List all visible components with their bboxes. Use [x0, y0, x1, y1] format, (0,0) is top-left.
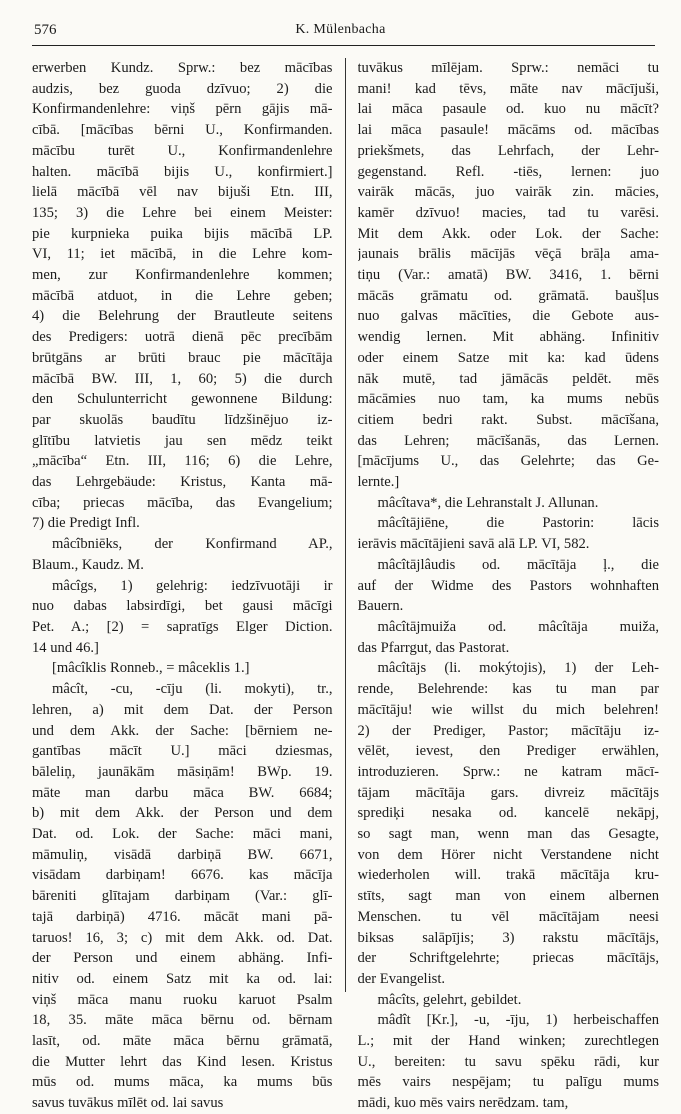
text-line: ierāvis mācītājieni savā alā LP. VI, 582.: [357, 536, 590, 553]
text-line: b) mit dem Akk. der Person und dem: [32, 805, 333, 822]
header-rule: [32, 45, 655, 46]
right-column: [346, 58, 660, 1112]
text-line: mâcîtājlâudis od. mācītāja ļ., die: [377, 556, 659, 573]
text-line: mācībā BW. III, 1, 60; 5) die durch: [32, 370, 333, 387]
text-line: Blaum., Kaudz. M.: [32, 556, 144, 573]
text-line: mâcît, -cu, -cīju (li. mokyti), tr.,: [52, 681, 333, 698]
text-line: tuvākus mīlējam. Sprw.: nemāci tu: [357, 60, 659, 76]
text-line: glītību latvietis jau sen mēdz teikt: [32, 432, 333, 449]
page-header: [26, 0, 655, 44]
text-line: Menschen. tu vēl mācītājam neesi: [357, 908, 659, 925]
text-line: mūs od. mums māca, ka mums būs: [32, 1074, 333, 1091]
text-line: nuo galvas mācīties, die Gebote aus-: [357, 308, 659, 325]
text-line: nāk mutē, tad jāmācās peldēt. mēs: [357, 370, 659, 387]
text-line: Mit dem Akk. oder Lok. der Sache:: [357, 225, 659, 242]
text-line: mâcîtājiēne, die Pastorin: lācis: [377, 515, 659, 532]
text-line: cībā. [mācības bērni U., Konfirmanden.: [32, 122, 333, 139]
text-line: viņš māca manu ruoku karuot Psalm: [32, 991, 333, 1008]
text-line: tājam mācītāja gars. divreiz mācītājs: [357, 784, 659, 801]
text-line: lai māca pasaule od. kuo nu mācīt?: [357, 101, 659, 118]
text-line: das Lehren; mācīšanās, das Lernen.: [357, 432, 659, 449]
text-line: pie kurpnieka puika bijis mācībā LP.: [32, 225, 333, 242]
text-line: mācību turēt U., Konfirmandenlehre: [32, 142, 333, 159]
text-line: wendig lernen. Mit abhäng. Infinitiv: [357, 329, 659, 346]
text-line: mādi, kuo mēs vairs nerēdzam. tam,: [357, 1095, 569, 1112]
text-line: mâcîbniēks, der Konfirmand AP.,: [52, 536, 333, 553]
text-line: 18, 35. māte māca bērnu od. bērnam: [32, 1012, 333, 1029]
text-line: mācībā atduot, in die Lehre geben;: [32, 287, 333, 304]
text-line: der Evangelist.: [357, 970, 446, 987]
text-line: VI, 11; iet mācībā, in die Lehre kom-: [32, 246, 333, 263]
text-line: cība; priecas mācība, das Evangelium;: [32, 494, 333, 511]
text-line: halten. mācībā bijis U., konfirmiert.]: [32, 163, 333, 180]
text-line: lehren, a) mit dem Dat. der Person: [32, 701, 333, 718]
text-line: den Schulunterricht gewonnene Bildung:: [32, 391, 333, 408]
text-line: kamēr dzīvuo! macies, tad tu varēsi.: [357, 204, 659, 221]
text-line: der Schriftgelehrte; priecas mācītājs,: [357, 950, 659, 967]
text-line: 14 und 46.]: [32, 639, 99, 656]
text-line: 4) die Belehrung der Brautleute seitens: [32, 308, 333, 325]
text-line: lernte.]: [357, 474, 400, 491]
text-line: Pet. A.; [2) = sapratīgs Elger Diction.: [32, 618, 333, 635]
text-line: das Pfarrgut, das Pastorat.: [357, 639, 510, 656]
text-line: mâdît [Kr.], -u, -īju, 1) herbeischaffen: [377, 1012, 659, 1029]
text-line: U., bereiten: tu savu spēku rādi, kur: [357, 1053, 659, 1070]
text-line: Konfirmandenlehre: viņš pērn gājis mā-: [32, 101, 333, 118]
text-line: mâcîts, gelehrt, gebildet.: [377, 991, 522, 1008]
text-line: citiem bedri rakt. Subst. mācīšana,: [357, 411, 659, 428]
text-line: nuo dabas labsirdīgi, bet gausi mācīgi: [32, 598, 333, 615]
text-line: priekšmets, das Lehrfach, der Lehr-: [357, 142, 659, 159]
text-line: savus tuvākus mīlēt od. lai savus: [32, 1095, 224, 1112]
text-line: mani! kad tēvs, māte nav mācījuši,: [357, 80, 659, 97]
text-line: mâcîtājmuiža od. mâcîtāja muiža,: [377, 618, 659, 635]
text-line: lasīt, od. māte māca bērnu grāmatā,: [32, 1033, 333, 1050]
text-line: Bauern.: [357, 598, 404, 615]
text-line: nitiv od. einem Satz mit ka od. lai:: [32, 970, 333, 987]
text-line: mâcîtava*, die Lehranstalt J. Allunan.: [377, 494, 599, 511]
text-line: audzis, bez guoda dzīvuo; 2) die: [32, 80, 333, 97]
text-line: māmuliņ, visādā darbiņā BW. 6671,: [32, 846, 333, 863]
text-line: das Lehrgebäude: Kristus, Kanta mā-: [32, 474, 333, 491]
text-line: mâcîtājs (li. mokýtojis), 1) der Leh-: [377, 660, 659, 677]
text-line: biksas salāpījis; 3) rakstu mācītājs,: [357, 929, 659, 946]
text-line: von dem Hörer nicht Verstandene nicht: [357, 846, 659, 863]
text-line: des Predigers: uotrā dienā pēc precībām: [32, 329, 333, 346]
text-line: mēs vairs nespējam; tu palīgu mums: [357, 1074, 659, 1091]
text-line: L.; mit der Hand winken; zurechtlegen: [357, 1033, 659, 1050]
text-line: gegenstand. Refl. -tiēs, lernen: juo: [357, 163, 659, 180]
text-line: so sagt man, wenn man das Gesagte,: [357, 826, 659, 843]
text-line: bāleliņ, jaunākām māsiņām! BWp. 19.: [32, 763, 333, 780]
text-line: brūtgāns ar brūti brauc pie mācītāja: [32, 349, 333, 366]
text-line: mācītāju! wie willst du mich belehren!: [357, 701, 659, 718]
text-line: lai māca pasaule! mācāms od. mācības: [357, 122, 659, 139]
text-line: taruos! 16, 3; c) mit dem Akk. od. Dat.: [32, 929, 333, 946]
text-line: oder einem Satze mit ka: kad ūdens: [357, 349, 659, 366]
text-line: 135; 3) die Lehre bei einem Meister:: [32, 204, 333, 221]
text-columns: [32, 58, 659, 1112]
text-line: [mācījums U., das Gelehrte; das Ge-: [357, 453, 659, 470]
text-line: vairāk mācās, juo vairāk zin. mācies,: [357, 184, 659, 201]
text-line: 2) der Prediger, Pastor; mācītāju iz-: [357, 722, 659, 739]
text-line: „mācība“ Etn. III, 116; 6) die Lehre,: [32, 453, 333, 470]
page-number: 576: [34, 22, 57, 38]
text-line: par skuolās baudītu līdzšinējuo iz-: [32, 411, 333, 428]
text-line: men, zur Konfirmandenlehre kommen;: [32, 267, 333, 284]
text-line: rende, Belehrende: kas tu man par: [357, 681, 659, 698]
text-line: stīts, sagt man von einem albernen: [357, 888, 659, 905]
text-line: die Mutter lehrt das Kind lesen. Kristus: [32, 1053, 333, 1070]
text-line: tajā darbiņā) 4716. mācāt mani pā-: [32, 908, 333, 925]
running-head: K. Mülenbacha: [295, 22, 386, 37]
text-line: jaunais brālis mācījās vēçā brāļa ama-: [357, 246, 659, 263]
text-line: 7) die Predigt Infl.: [32, 515, 140, 532]
text-line: erwerben Kundz. Sprw.: bez mācības: [32, 60, 333, 76]
text-line: lielā mācībā vēl nav bijuši Etn. III,: [32, 184, 333, 201]
text-line: [mâcîklis Ronneb., = mâceklis 1.]: [52, 660, 250, 677]
text-line: introduzieren. Sprw.: ne katram mācī-: [357, 763, 659, 780]
text-line: tiņu (Var.: amatā) BW. 3416, 1. bērni: [357, 267, 659, 284]
text-line: visādam darbiņam! 6676. kas mācīja: [32, 867, 333, 884]
text-line: mâcîgs, 1) gelehrig: iedzīvuotāji ir: [52, 577, 333, 594]
text-line: und dem Akk. der Sache: [bērniem ne-: [32, 722, 333, 739]
text-line: gantības mācīt U.] māci dziesmas,: [32, 743, 333, 760]
text-line: mācās grāmatu od. grāmatā. baušļus: [357, 287, 659, 304]
text-line: māte man darbu māca BW. 6684;: [32, 784, 333, 801]
text-line: der Person und einem abhäng. Infi-: [32, 950, 333, 967]
text-line: wiederholen will. trakā mācītāja kru-: [357, 867, 659, 884]
text-line: Dat. od. Lok. der Sache: māci mani,: [32, 826, 333, 843]
text-line: auf der Widme des Pastors wohnhaften: [357, 577, 659, 594]
text-line: bāreniti glītajam darbiņam (Var.: glī-: [32, 888, 333, 905]
text-line: sprediķi nesaka od. kancelē nekāpj,: [357, 805, 659, 822]
text-line: vēlēt, ievest, den Prediger erwählen,: [357, 743, 659, 760]
text-line: mācāmies nuo tam, ka mums nebūs: [357, 391, 659, 408]
left-column: [32, 58, 346, 1112]
